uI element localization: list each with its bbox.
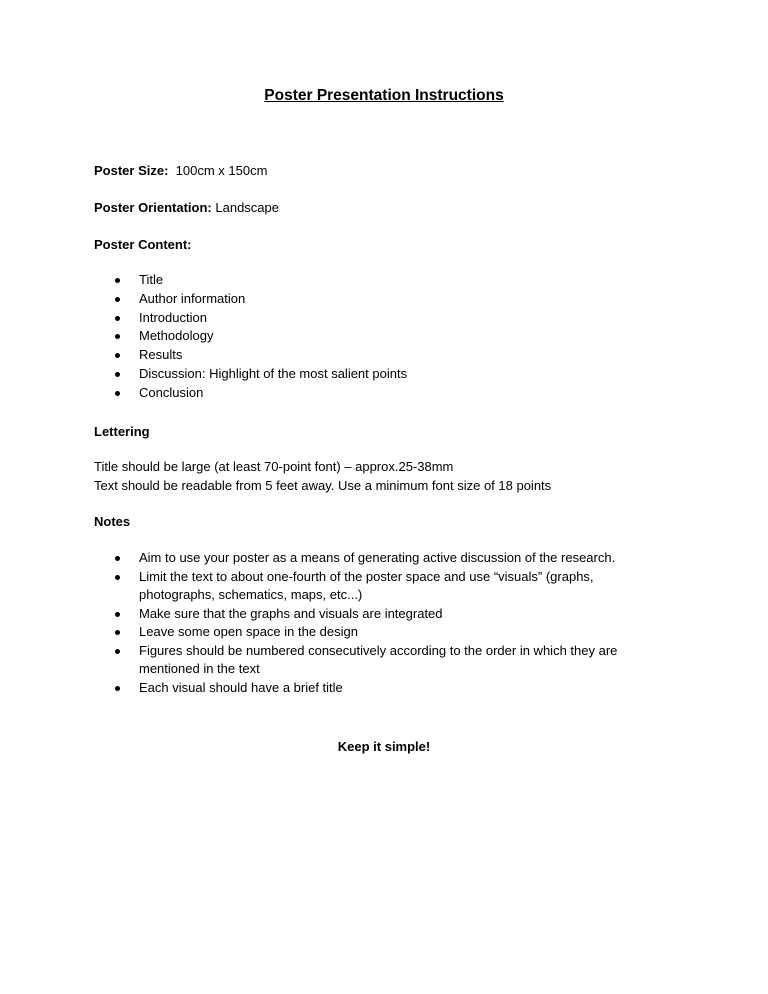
bullet-icon [115, 649, 120, 654]
bullet-icon [115, 556, 120, 561]
bullet-icon [115, 316, 120, 321]
list-item: Each visual should have a brief title [0, 679, 640, 698]
poster-orientation-label: Poster Orientation: [94, 200, 212, 215]
poster-content-heading: Poster Content: [94, 237, 192, 252]
lettering-heading: Lettering [94, 424, 150, 439]
list-item: Limit the text to about one-fourth of the poster space and use “visuals” (graphs, photographs, schematics, maps, etc...) [0, 568, 640, 605]
bullet-icon [115, 686, 120, 691]
poster-size-value: 100cm x 150cm [175, 163, 268, 178]
notes-heading: Notes [94, 514, 131, 529]
bullet-icon [115, 372, 120, 377]
list-item: Introduction [0, 309, 640, 328]
bullet-icon [115, 334, 120, 339]
list-item: Conclusion [0, 384, 640, 403]
bullet-icon [115, 391, 120, 396]
bullet-icon [115, 297, 120, 302]
bullet-icon [115, 630, 120, 635]
closing-note: Keep it simple! [337, 739, 431, 754]
list-item: Figures should be numbered consecutively according to the order in which they are mentioned in the text [0, 642, 640, 679]
bullet-icon [115, 278, 120, 283]
bullet-icon [115, 612, 120, 617]
list-item: Discussion: Highlight of the most salient points [0, 365, 640, 384]
poster-size-label: Poster Size: [94, 163, 169, 178]
list-item: Title [0, 271, 640, 290]
bullet-icon [115, 575, 120, 580]
list-item: Author information [0, 290, 640, 309]
list-item: Methodology [0, 327, 640, 346]
lettering-text [94, 458, 694, 495]
list-item: Results [0, 346, 640, 365]
lettering-line: Text should be readable from 5 feet away. Use a minimum font size of 18 points [94, 477, 552, 493]
list-item: Make sure that the graphs and visuals are integrated [0, 605, 640, 624]
poster-orientation-value: Landscape [215, 200, 279, 215]
poster-content-list [0, 271, 640, 403]
page-title: Poster Presentation Instructions [264, 87, 504, 104]
notes-list [0, 549, 640, 697]
poster-orientation-field [94, 199, 279, 217]
lettering-line: Title should be large (at least 70-point font) – approx.25-38mm [94, 459, 454, 474]
bullet-icon [115, 353, 120, 358]
list-item: Leave some open space in the design [0, 623, 640, 642]
list-item: Aim to use your poster as a means of generating active discussion of the research. [0, 549, 640, 568]
poster-size-field [94, 162, 267, 180]
